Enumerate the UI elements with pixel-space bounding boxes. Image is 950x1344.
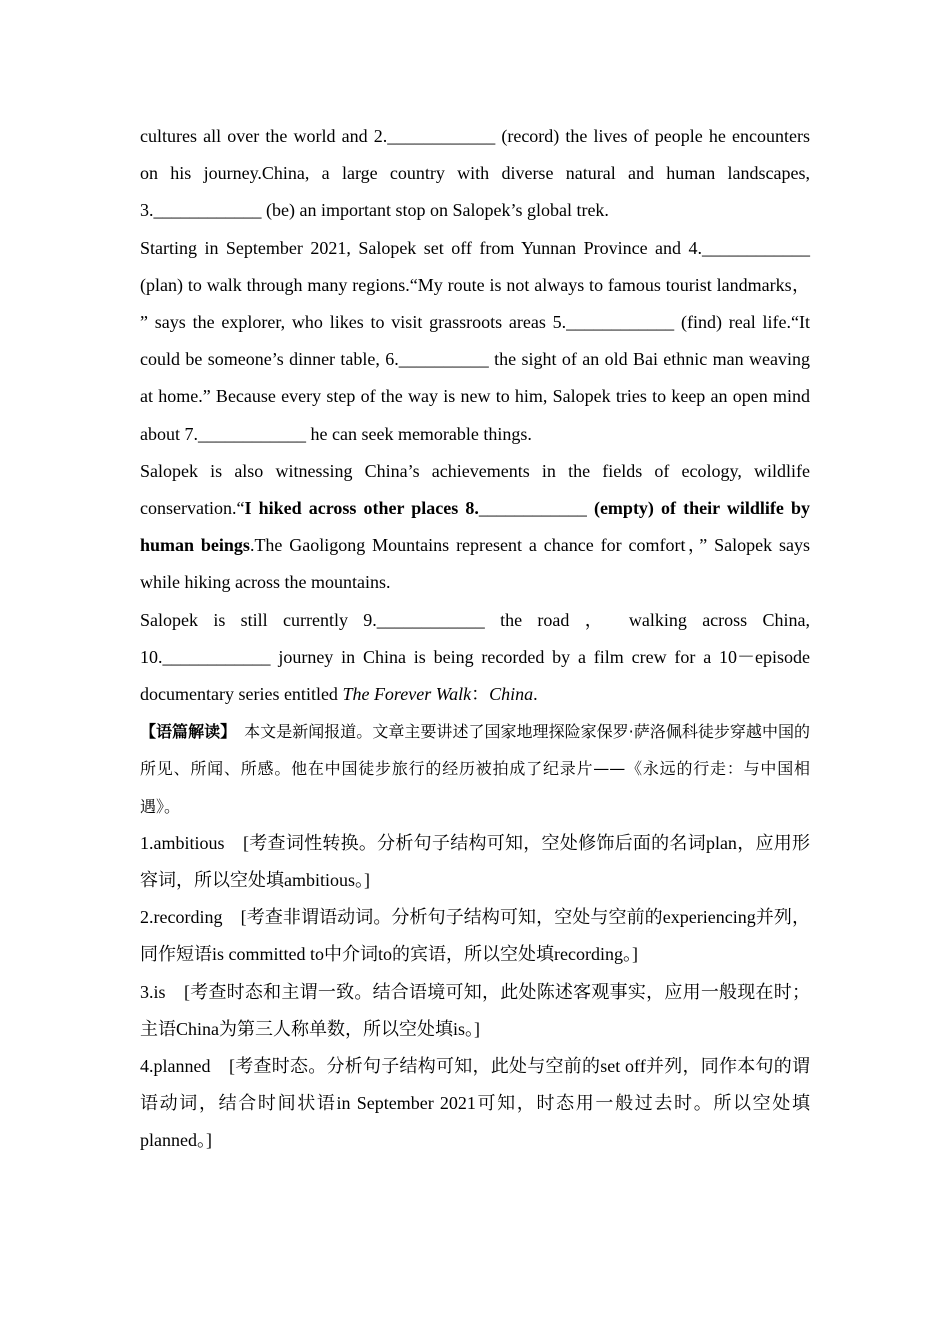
answer-3: 3.is [考查时态和主谓一致。结合语境可知，此处陈述客观事实，应用一般现在时；主语China为第三人称单数，所以空处填is。] <box>140 981 810 1039</box>
analysis-text: 本文是新闻报道。文章主要讲述了国家地理探险家保罗·萨洛佩科徒步穿越中国的所见、所闻、所感。他在中国徒步旅行的经历被拍成了纪录片——《永远的行走：与中国相遇》。 <box>140 722 810 816</box>
passage-text: Salopek is also witnessing China’s achievements in the fields of ecology, wildlife conservation.“ <box>140 460 810 519</box>
passage-paragraph-2: Starting in September 2021, Salopek set off from Yunnan Province and 4.____________ (plan) to walk through many regions.“My route is not always to famous tourist landmarks， ” says the explorer, who likes to visit grassroots areas 5.____________ (find) real life.“It could be someone’s dinner table, 6.__________ the sight of an old Bai ethnic man weaving at home.” Because every step of the way is new to him, Salopek tries to keep an open mind about 7.____________ he can seek memorable things. <box>140 237 810 444</box>
blank-8: ____________ <box>478 498 594 519</box>
analysis-label: 【语篇解读】 <box>140 722 229 742</box>
document-page <box>140 118 810 1160</box>
passage-paragraph-1: cultures all over the world and 2.____________ (record) the lives of people he encounters on his journey.China, a large country with diverse natural and human landscapes, 3.____________ (be) an important stop on Salopek’s global trek. <box>140 126 810 221</box>
documentary-title: China <box>489 684 534 705</box>
answer-4: 4.planned [考查时态。分析句子结构可知，此处与空前的set off并列，同作本句的谓语动词，结合时间状语in September 2021可知，时态用一般过去时。所以空处填planned。] <box>140 1056 810 1151</box>
colon: ： <box>471 684 490 705</box>
documentary-title: The Forever Walk <box>342 684 472 705</box>
bold-sentence: (empty) of their wildlife by human beings <box>140 498 811 556</box>
passage-text: Salopek is still currently 9.____________ the road ， walking across China, 10.____________ journey in China is being recorded by a film crew for a 10－episode documentary series entitled <box>140 609 810 705</box>
passage-paragraph-4 <box>140 602 810 714</box>
bold-sentence: I hiked across other places 8. <box>244 498 479 519</box>
analysis-paragraph <box>140 713 810 825</box>
passage-text: .The Gaoligong Mountains represent a chance for comfort，” Salopek says while hiking across the mountains. <box>140 535 810 593</box>
answer-2: 2.recording [考查非谓语动词。分析句子结构可知，空处与空前的experiencing并列，同作短语is committed to中介词to的宾语，所以空处填recording。] <box>140 907 810 965</box>
answer-1: 1.ambitious [考查词性转换。分析句子结构可知，空处修饰后面的名词plan，应用形容词，所以空处填ambitious。] <box>140 832 810 891</box>
passage-paragraph-3 <box>140 453 810 602</box>
period: . <box>533 684 538 705</box>
